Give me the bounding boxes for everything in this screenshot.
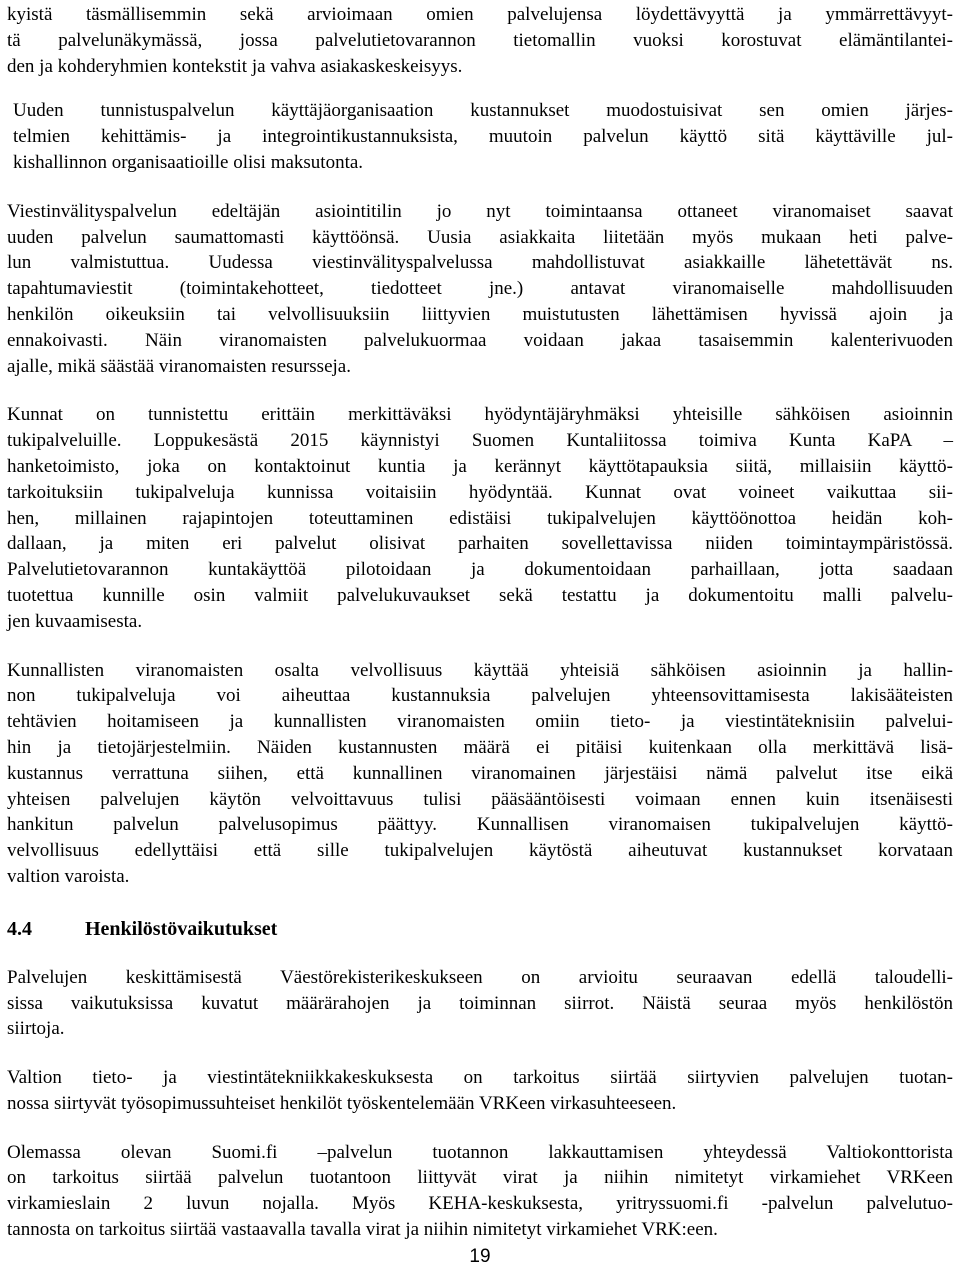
text-line: Valtion tieto- ja viestintätekniikkakeskuksesta on tarkoitus siirtää siirtyvien palvelujen tuotan- bbox=[7, 1067, 953, 1089]
text-line: yhteisen palvelujen käytön velvoittavuus tulisi pääsääntöisesti voimaan ennen kuin itsenäisesti bbox=[7, 788, 953, 810]
text-line: Kunnat on tunnistettu erittäin merkittäväksi hyödyntäjäryhmäksi yhteisille sähköisen asioinnin bbox=[7, 404, 953, 426]
text-line: Palvelujen keskittämisestä Väestörekisterikeskukseen on arvioitu seuraavan edellä taloudelli- bbox=[7, 966, 953, 988]
text-line: valtion varoista. bbox=[7, 865, 130, 887]
text-line: virkamieslain 2 luvun nojalla. Myös KEHA-keskuksesta, yritryssuomi.fi -palvelun palvelutuo- bbox=[7, 1193, 953, 1215]
text-line: tehtävien hoitamiseen ja kunnallisten viranomaisten omiin tieto- ja viestintäteknisiin palvelui- bbox=[7, 711, 953, 733]
page-number: 19 bbox=[469, 1246, 491, 1267]
text-line: siirtoja. bbox=[7, 1018, 65, 1040]
text-line: Kunnallisten viranomaisten osalta velvollisuus käyttää yhteisiä sähköisen asioinnin ja hallin- bbox=[7, 659, 953, 681]
text-line: Olemassa olevan Suomi.fi –palvelun tuotannon lakkauttamisen yhteydessä Valtiokonttorista bbox=[7, 1141, 953, 1163]
text-line: hankitun palvelun palvelusopimus päättyy. Kunnallisen viranomaisen tukipalvelujen käyttö- bbox=[7, 814, 953, 836]
text-line: henkilön oikeuksiin tai velvollisuuksiin liittyvien muistutusten lähettämisen hyvissä ajoin ja bbox=[7, 303, 953, 325]
paragraph-intro-continued bbox=[7, 2, 953, 79]
document-page bbox=[7, 0, 953, 1243]
paragraph-messaging-service bbox=[7, 199, 953, 380]
paragraph-gap bbox=[7, 635, 953, 658]
text-line: kustannus verrattuna siihen, että kunnallinen viranomainen järjestäisi nämä palvelut itse eikä bbox=[7, 762, 953, 784]
paragraph-municipal-authorities bbox=[7, 658, 953, 890]
text-line: velvollisuus edellyttäisi että sille tukipalvelujen käytöstä aiheutuvat kustannukset korvataan bbox=[7, 840, 953, 862]
text-line: on tarkoitus siirtää palvelun tuotantoon liittyvät virat ja niihin nimitetyt virkamiehet VRKeen bbox=[7, 1167, 953, 1189]
text-line: Viestinvälityspalvelun edeltäjän asiointitilin jo nyt toimintaansa ottaneet viranomaiset saavat bbox=[7, 200, 953, 222]
text-line: tarkoituksiin tukipalveluja kunnissa voitaisiin hyödyntää. Kunnat ovat voineet vaikuttaa sii- bbox=[7, 481, 953, 503]
text-line: non tukipalveluja voi aiheuttaa kustannuksia palvelujen yhteensovittamisesta lakisääteisten bbox=[7, 685, 953, 707]
paragraph-gap bbox=[7, 942, 953, 965]
text-line: tä palvelunäkymässä, jossa palvelutietovarannon tietomallin vuoksi korostuvat elämäntilantei- bbox=[7, 29, 953, 51]
text-line: Uuden tunnistuspalvelun käyttäjäorganisaation kustannukset muodostuisivat sen omien järjes- bbox=[13, 100, 953, 122]
paragraph-staff-transfers bbox=[7, 965, 953, 1042]
text-line: lun valmistuttua. Uudessa viestinvälityspalvelussa mahdollistuvat asiakkaille lähetettävät ns. bbox=[7, 252, 953, 274]
text-line: den ja kohderyhmien kontekstit ja vahva asiakaskeskeisyys. bbox=[7, 55, 463, 77]
text-line: tukipalveluille. Loppukesästä 2015 käynnistyi Suomen Kuntaliitossa toimiva Kunta KaPA – bbox=[7, 430, 953, 452]
section-number: 4.4 bbox=[7, 917, 32, 940]
paragraph-municipalities bbox=[7, 402, 953, 634]
text-line: uuden palvelun saumattomasti käyttöönsä. Uusia asiakkaita liitetään myös mukaan heti palve- bbox=[7, 226, 953, 248]
paragraph-gap bbox=[7, 1117, 953, 1140]
text-line: kishallinnon organisaatioille olisi maksutonta. bbox=[13, 151, 364, 173]
text-line: Palvelutietovarannon kuntakäyttöä pilotoidaan ja dokumentoidaan parhaillaan, jotta saadaan bbox=[7, 559, 953, 581]
paragraph-gap bbox=[7, 176, 953, 199]
text-line: hin ja tietojärjestelmiin. Näiden kustannusten määrä ei pitäisi kuitenkaan olla merkittävä lisä- bbox=[7, 736, 953, 758]
paragraph-valtori-transfer bbox=[7, 1065, 953, 1117]
text-line: nossa siirtyvät työsopimussuhteiset henkilöt työskentelemään VRKeen virkasuhteeseen. bbox=[7, 1092, 677, 1114]
text-line: hanketoimisto, joka on kontaktoinut kuntia ja kerännyt käyttötapauksia siitä, millaisiin käyttö- bbox=[7, 455, 953, 477]
text-line: hen, millainen rajapintojen toteuttaminen edistäisi tukipalvelujen käyttöönottoa heidän koh- bbox=[7, 507, 953, 529]
text-line: jen kuvaamisesta. bbox=[7, 610, 143, 632]
paragraph-gap bbox=[7, 379, 953, 402]
text-line: ajalle, mikä säästää viranomaisten resursseja. bbox=[7, 355, 351, 377]
text-line: kyistä täsmällisemmin sekä arvioimaan omien palvelujensa löydettävyyttä ja ymmärrettävyyt- bbox=[7, 4, 953, 25]
section-heading bbox=[7, 916, 953, 942]
paragraph-identification-service-costs bbox=[7, 98, 953, 175]
text-line: dallaan, ja miten eri palvelut olisivat parhaiten sovellettavissa niiden toimintaympäristössä. bbox=[7, 533, 953, 555]
text-line: telmien kehittämis- ja integrointikustannuksista, muutoin palvelun käyttö sitä käyttäville jul- bbox=[13, 126, 953, 148]
text-line: tannosta on tarkoitus siirtää vastaavalla tavalla virat ja niihin nimitetyt virkamiehet VRK:een. bbox=[7, 1219, 718, 1241]
section-gap bbox=[7, 890, 953, 916]
text-line: tapahtumaviestit (toimintakehotteet, tiedotteet jne.) antavat viranomaiselle mahdollisuuden bbox=[7, 278, 953, 300]
text-line: ennakoivasti. Näin viranomaisten palvelukuormaa voidaan jakaa tasaisemmin kalenterivuoden bbox=[7, 329, 953, 351]
paragraph-suomifi-transfer bbox=[7, 1140, 953, 1243]
paragraph-gap bbox=[7, 1042, 953, 1065]
section-title: Henkilöstövaikutukset bbox=[85, 917, 278, 940]
text-line: tuotettua kunnille osin valmiit palvelukuvaukset sekä testattu ja dokumentoitu malli palvelu- bbox=[7, 584, 953, 606]
text-line: sissa vaikutuksissa kuvatut määrärahojen ja toiminnan siirrot. Näistä seuraa myös henkilöstön bbox=[7, 992, 953, 1014]
